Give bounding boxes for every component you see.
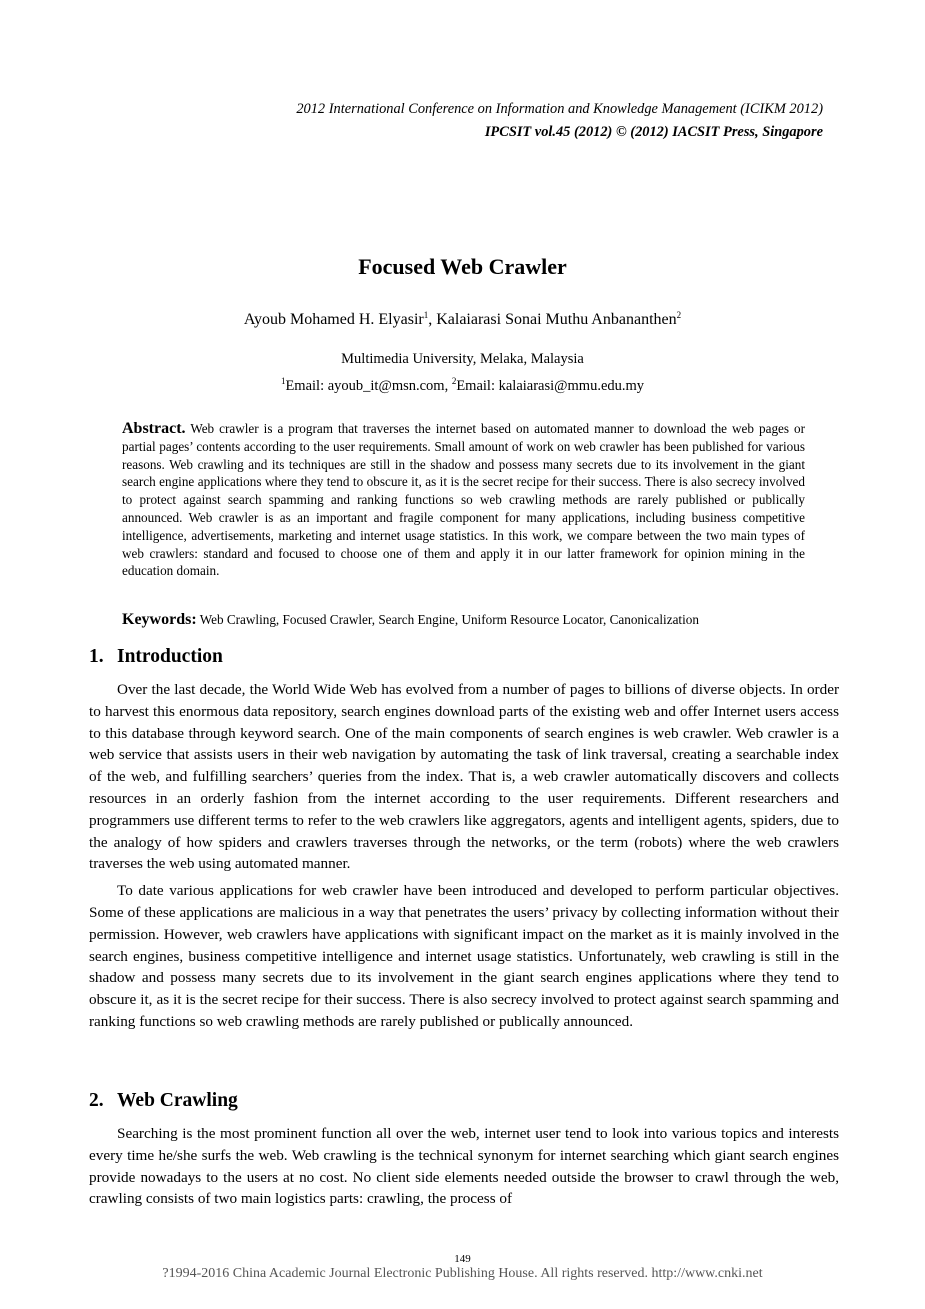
copyright-footer: ?1994-2016 China Academic Journal Electronic Publishing House. All rights reserved. http://www.cnki.net [162,1266,763,1281]
email-marker: 1 [280,376,286,386]
publication-info: IPCSIT vol.45 (2012) © (2012) IACSIT Press, Singapore [484,124,823,140]
section-body [89,679,839,1033]
keywords [122,610,812,630]
paragraph: Over the last decade, the World Wide Web has evolved from a number of pages to billions of diverse objects. In order to harvest this enormous data repository, search engines download parts of the existing web and offer Internet users access to this database through keyword search. One of the main components of search engines is web crawler. Web crawler is a web service that assists users in their web navigation by automating the task of link traversal, creating a searchable index of the web, and fulfilling searchers’ queries from the index. That is, a web crawler automatically discovers and collects resources in an orderly fashion from the internet according to the user requirements. Different researchers and programmers use different terms to refer to the web crawlers like aggregators, agents and intelligent agents, spiders, due to the analogy of how spiders and crawlers traverses through the networks, or the term (robots) where the web crawlers traverses the web using automated manner. [89,681,839,873]
keywords-text: Web Crawling, Focused Crawler, Search Engine, Uniform Resource Locator, Canonicalization [199,612,699,627]
section-title: Introduction [117,646,223,667]
email: Email: ayoub_it@msn.com, [285,378,452,394]
author-list [0,310,925,329]
section-body [89,1123,839,1210]
section-heading [89,1090,238,1112]
author-separator: , [428,311,437,328]
abstract [122,420,805,580]
email: Email: kalaiarasi@mmu.edu.my [456,378,645,394]
affiliation-block [0,348,925,397]
paragraph: Searching is the most prominent function all over the web, internet user tend to look into various topics and interests every time he/she surfs the web. Web crawling is the technical synonym for internet searching which giant search engines provide nowadays to the users at no cost. No client side elements needed outside the browser to crawl through the web, crawling consists of two main logistics parts: crawling, the process of [89,1125,839,1208]
section-title: Web Crawling [117,1090,238,1111]
affiliation: Multimedia University, Melaka, Malaysia [341,351,584,367]
affiliation-marker: 1 [423,310,429,320]
abstract-text: Web crawler is a program that traverses the internet based on automated manner to download the web pages or partial pages’ contents according to the user requirements. Small amount of work on web crawler has been published for various reasons. Web crawling and its techniques are still in the shadow and possess many secrets due to its involvement in the giant search engine applications where they tend to obscure it, as it is the secret recipe for their success. There is also secrecy involved to protect against search spamming and ranking functions so web crawling methods are rarely published or publically announced. Web crawler is as an important and fragile component for many applications, including business competitive intelligence, advertisements, marketing and internet usage statistics. In this work, we compare between the two main types of web crawlers: standard and focused to choose one of them and apply it in our latter framework for opinion mining in the education domain. [122,421,806,579]
paper-title: Focused Web Crawler [358,254,567,279]
email-line [0,370,925,397]
section-number: 1. [89,646,104,667]
abstract-label: Abstract. [122,420,186,437]
page-number: 149 [454,1253,471,1265]
paragraph: To date various applications for web crawler have been introduced and developed to perform particular objectives. Some of these applications are malicious in a way that penetrates the users’ privacy by collecting information without their permission. However, web crawlers have applications with significant impact on the market as it is mainly involved in the search engines, business competitive intelligence and internet usage statistics. Unfortunately, web crawling is still in the shadow and possess many secrets due to its involvement in the giant search engines applications where they tend to obscure it, as it is the secret recipe for their success. There is also secrecy involved to protect against search spamming and ranking functions so web crawling methods are rarely published or publically announced. [89,882,839,1030]
section-number: 2. [89,1090,104,1111]
keywords-label: Keywords: [122,611,197,628]
conference-name: 2012 International Conference on Information and Knowledge Management (ICIKM 2012) [296,101,823,117]
section-heading [89,646,223,668]
author-name: Ayoub Mohamed H. Elyasir [243,311,424,328]
affiliation-marker: 2 [676,310,682,320]
email-marker: 2 [451,376,457,386]
conference-header [296,98,823,144]
author-name: Kalaiarasi Sonai Muthu Anbananthen [436,311,677,328]
